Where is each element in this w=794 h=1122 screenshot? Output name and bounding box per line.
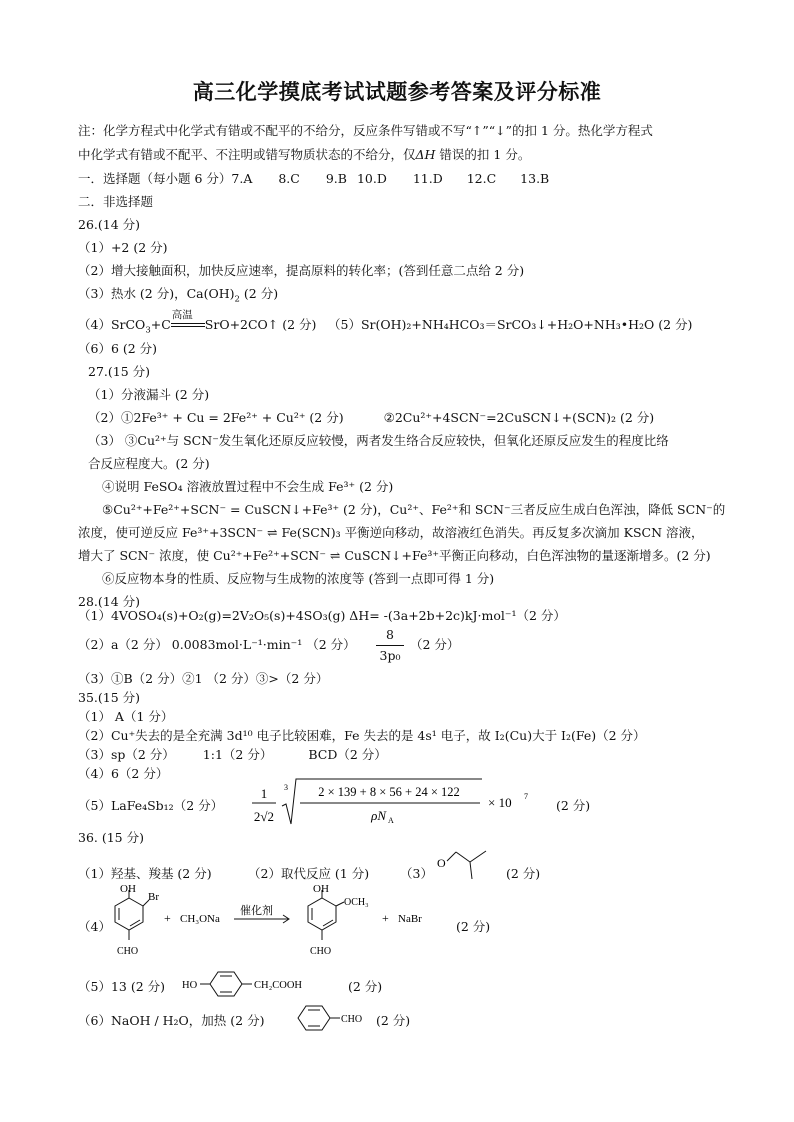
q36-answer-5: （5）13 (2 分) xyxy=(78,979,166,994)
q27-heading: 27.(15 分) xyxy=(88,364,151,379)
q26-answer-4: （4）SrCO$_3$+C 高温 SrO+2CO↑ (2 分) xyxy=(78,308,317,336)
plus-sign: + xyxy=(164,911,171,925)
q26-answer-2: （2）增大接触面积，加快反应速率，提高原料的转化率；(答到任意二点给 2 分) xyxy=(78,263,525,278)
root-denominator-sub: A xyxy=(388,816,394,825)
section-two-label: 二．非选择题 xyxy=(78,194,154,209)
sodium-methoxide-label: CH₃ONa xyxy=(180,913,220,925)
q36-answer-6-score: (2 分) xyxy=(376,1013,411,1028)
ch2cooh-label: CH₂COOH xyxy=(254,980,302,991)
q36-heading: 36. (15 分) xyxy=(78,830,144,845)
cho-label: CHO xyxy=(117,946,139,957)
catalyst-label: 催化剂 xyxy=(240,905,273,917)
q35-heading: 35.(15 分) xyxy=(78,690,141,705)
q36-answer-6: （6）NaOH / H₂O，加热 (2 分) xyxy=(78,1013,265,1028)
q26-answer-5: （5）Sr(OH)₂+NH₄HCO₃＝SrCO₃↓+H₂O+NH₃•H₂O (2 分) xyxy=(328,317,693,332)
q35-answer-3: （3）sp（2 分） 1:1（2 分） BCD（2 分） xyxy=(78,747,387,762)
page-title: 高三化学摸底考试试题参考答案及评分标准 xyxy=(192,80,602,104)
q36-answer-4: （4） xyxy=(78,919,111,934)
q36-answer-2: （2）取代反应 (1 分) xyxy=(248,866,370,881)
multiple-choice-answers: 一．选择题（每小题 6 分）7.A 8.C 9.B 10.D 11.D 12.C 13.B xyxy=(78,171,550,186)
q28-answer-3: （3）①B（2 分）②1 （2 分）③>（2 分） xyxy=(78,671,329,686)
br-label: Br xyxy=(148,891,159,903)
q36-answer-1: （1）羟基、羧基 (2 分) xyxy=(78,866,212,881)
root-numerator: 2 × 139 + 8 × 56 + 24 × 122 xyxy=(318,785,460,799)
q26-answer-6: （6）6 (2 分) xyxy=(78,341,158,356)
q28-fraction-score: （2 分） xyxy=(410,637,460,652)
q27-answer-6: ⑥反应物本身的性质、反应物与生成物的浓度等 (答到一点即可得 1 分) xyxy=(102,571,495,586)
q27-answer-3-line-1: （3） ③Cu²⁺与 SCN⁻发生氧化还原反应较慢，两者发生络合反应较快，但氧化还原反应发生的程度比络 xyxy=(88,433,669,448)
nabr-label: NaBr xyxy=(398,913,422,925)
root-denominator: ρN xyxy=(371,808,386,823)
q36-answer-3: （3） xyxy=(400,866,433,881)
methoxy-label: OCH₃ xyxy=(344,897,369,908)
q28-answer-1: （1）4VOSO₄(s)+O₂(g)=2V₂O₅(s)+4SO₃(g) ΔH= -(3a+2b+2c)kJ·mol⁻¹（2 分） xyxy=(78,608,566,623)
q26-heading: 26.(14 分) xyxy=(78,217,141,232)
formula-numerator-1: 1 xyxy=(260,786,268,801)
plus-sign-2: + xyxy=(382,911,389,925)
q27-answer-3-line-2: 合反应程度大。(2 分) xyxy=(88,456,210,471)
formula-denominator-2root2: 2√2 xyxy=(253,809,275,824)
high-temperature-condition: 高温 xyxy=(171,321,205,331)
scoring-note-line-1: 注：化学方程式中化学式有错或不配平的不给分，反应条件写错或不写“↑”“↓”的扣 1 分。热化学方程式 xyxy=(78,123,653,138)
product-cho-label: CHO xyxy=(310,946,332,957)
q27-answer-2: （2）①2Fe³⁺ + Cu = 2Fe²⁺ + Cu²⁺ (2 分) ②2Cu²⁺+4SCN⁻=2CuSCN↓+(SCN)₂ (2 分) xyxy=(88,410,655,425)
ho-label: HO xyxy=(182,980,198,991)
bromo-hydroxy-benzaldehyde xyxy=(115,884,159,957)
isobutyraldehyde-structure xyxy=(432,842,502,884)
vanillin-product xyxy=(308,884,369,957)
q35-answer-1: （1） A（1 分） xyxy=(78,709,174,724)
power-exponent: 7 xyxy=(524,792,528,801)
q35-answer-4: （4）6（2 分） xyxy=(78,766,169,781)
benzaldehyde-structure xyxy=(294,1000,378,1040)
oh-label: OH xyxy=(120,884,136,895)
q35-answer-2: （2）Cu⁺失去的是全充满 3d¹⁰ 电子比较困难，Fe 失去的是 4s¹ 电子，故 I₂(Cu)大于 I₂(Fe)（2 分） xyxy=(78,728,646,743)
q26-answer-3: （3）热水 (2 分)，$Ca(OH)_2$ (2 分) xyxy=(78,286,279,305)
q27-answer-5-line-3: 增大了 SCN⁻ 浓度，使 Cu²⁺+Fe²⁺+SCN⁻ ⇌ CuSCN↓+Fe³⁺平衡正向移动，白色浑浊物的量逐渐增多。(2 分) xyxy=(78,548,711,563)
q27-answer-5-line-1: ⑤Cu²⁺+Fe²⁺+SCN⁻ = CuSCN↓+Fe³⁺ (2 分)，Cu²⁺、Fe²⁺和 SCN⁻三者反应生成白色浑浊，降低 SCN⁻的 xyxy=(102,502,726,517)
q27-answer-1: （1）分液漏斗 (2 分) xyxy=(88,387,210,402)
product-oh-label: OH xyxy=(313,884,329,895)
carbonyl-oxygen: O xyxy=(437,856,446,870)
q35-formula-score: (2 分) xyxy=(556,798,591,813)
scoring-note-line-2: 中化学式有错或不配平、不注明或错写物质状态的不给分，仅ΔH 错误的扣 1 分。 xyxy=(78,147,531,162)
q35-density-formula xyxy=(250,776,550,828)
q36-answer-3-score: (2 分) xyxy=(506,866,541,881)
q26-answer-1: （1）+2 (2 分) xyxy=(78,240,168,255)
cube-root-index: 3 xyxy=(284,783,288,792)
q36-answer-4-score: (2 分) xyxy=(456,919,491,934)
q36-answer-5-score: (2 分) xyxy=(348,979,383,994)
q28-answer-2: （2）a（2 分） 0.0083mol·L⁻¹·min⁻¹ （2 分） xyxy=(78,637,356,652)
q28-heading: 28.(14 分) xyxy=(78,594,141,609)
q27-answer-5-line-2: 浓度，使可逆反应 Fe³⁺+3SCN⁻ ⇌ Fe(SCN)₃ 平衡逆向移动，故溶液红色消失。再反复多次滴加 KSCN 溶液， xyxy=(78,525,704,540)
benzaldehyde-cho-label: CHO xyxy=(341,1014,363,1025)
q35-answer-5: （5）LaFe₄Sb₁₂（2 分） xyxy=(78,798,224,813)
q27-answer-4: ④说明 FeSO₄ 溶液放置过程中不会生成 Fe³⁺ (2 分) xyxy=(102,479,394,494)
power-of-ten: × 10 xyxy=(488,795,512,810)
q36-reaction-scheme xyxy=(100,884,480,966)
q28-fraction: 8 3p₀ xyxy=(376,626,404,665)
